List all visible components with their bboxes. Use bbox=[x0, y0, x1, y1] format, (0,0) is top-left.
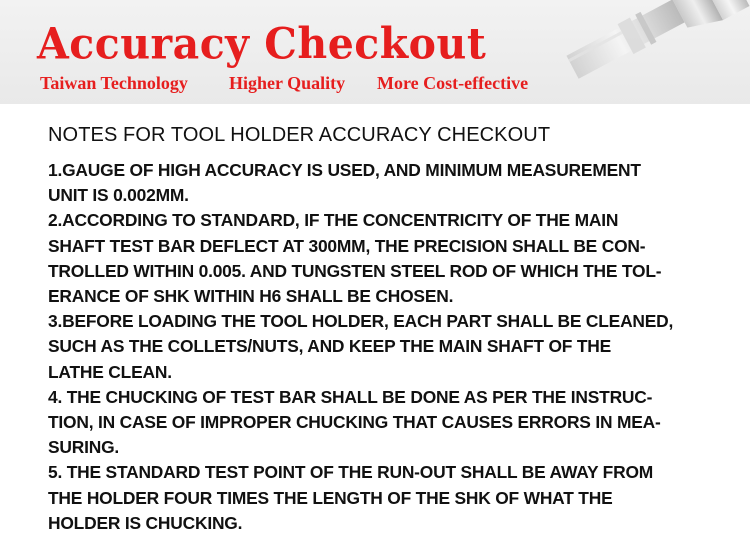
notes-line: 1.GAUGE OF HIGH ACCURACY IS USED, AND MINIMUM MEASUREMENT bbox=[48, 160, 641, 180]
notes-heading: NOTES FOR TOOL HOLDER ACCURACY CHECKOUT bbox=[48, 124, 551, 146]
notes-line: TROLLED WITHIN 0.005. AND TUNGSTEN STEEL ROD OF WHICH THE TOL- bbox=[48, 260, 662, 281]
notes-line: UNIT IS 0.002MM. bbox=[48, 185, 189, 206]
notes-line: LATHE CLEAN. bbox=[48, 361, 172, 382]
notes-line: SHAFT TEST BAR DEFLECT AT 300MM, THE PRECISION SHALL BE CON- bbox=[48, 235, 646, 256]
tagline-taiwan-technology: Taiwan Technology bbox=[40, 73, 188, 93]
notes-line: 5. THE STANDARD TEST POINT OF THE RUN-OUT SHALL BE AWAY FROM bbox=[48, 462, 654, 483]
notes-line: SURING. bbox=[48, 437, 120, 458]
notes-line: TION, IN CASE OF IMPROPER CHUCKING THAT CAUSES ERRORS IN MEA- bbox=[48, 412, 661, 433]
tagline-more-cost-effective: More Cost-effective bbox=[377, 73, 529, 93]
notes-line: 2.ACCORDING TO STANDARD, IF THE CONCENTRICITY OF THE MAIN bbox=[48, 210, 619, 231]
notes-line: ERANCE OF SHK WITHIN H6 SHALL BE CHOSEN. bbox=[48, 286, 454, 307]
notes-line: SUCH AS THE COLLETS/NUTS, AND KEEP THE MAIN SHAFT OF THE bbox=[48, 336, 612, 357]
banner-title: Accuracy Checkout bbox=[37, 18, 487, 69]
banner bbox=[0, 0, 750, 104]
notes-line: THE HOLDER FOUR TIMES THE LENGTH OF THE SHK OF WHAT THE bbox=[48, 487, 613, 508]
notes-line: 3.BEFORE LOADING THE TOOL HOLDER, EACH PART SHALL BE CLEANED, bbox=[48, 311, 674, 332]
tool-holder-icon bbox=[510, 0, 750, 104]
tagline-higher-quality: Higher Quality bbox=[229, 73, 346, 93]
notes-body bbox=[48, 158, 728, 536]
notes-section bbox=[48, 122, 728, 536]
notes-line: HOLDER IS CHUCKING. bbox=[48, 512, 243, 533]
notes-line: 4. THE CHUCKING OF TEST BAR SHALL BE DONE AS PER THE INSTRUC- bbox=[48, 386, 653, 407]
